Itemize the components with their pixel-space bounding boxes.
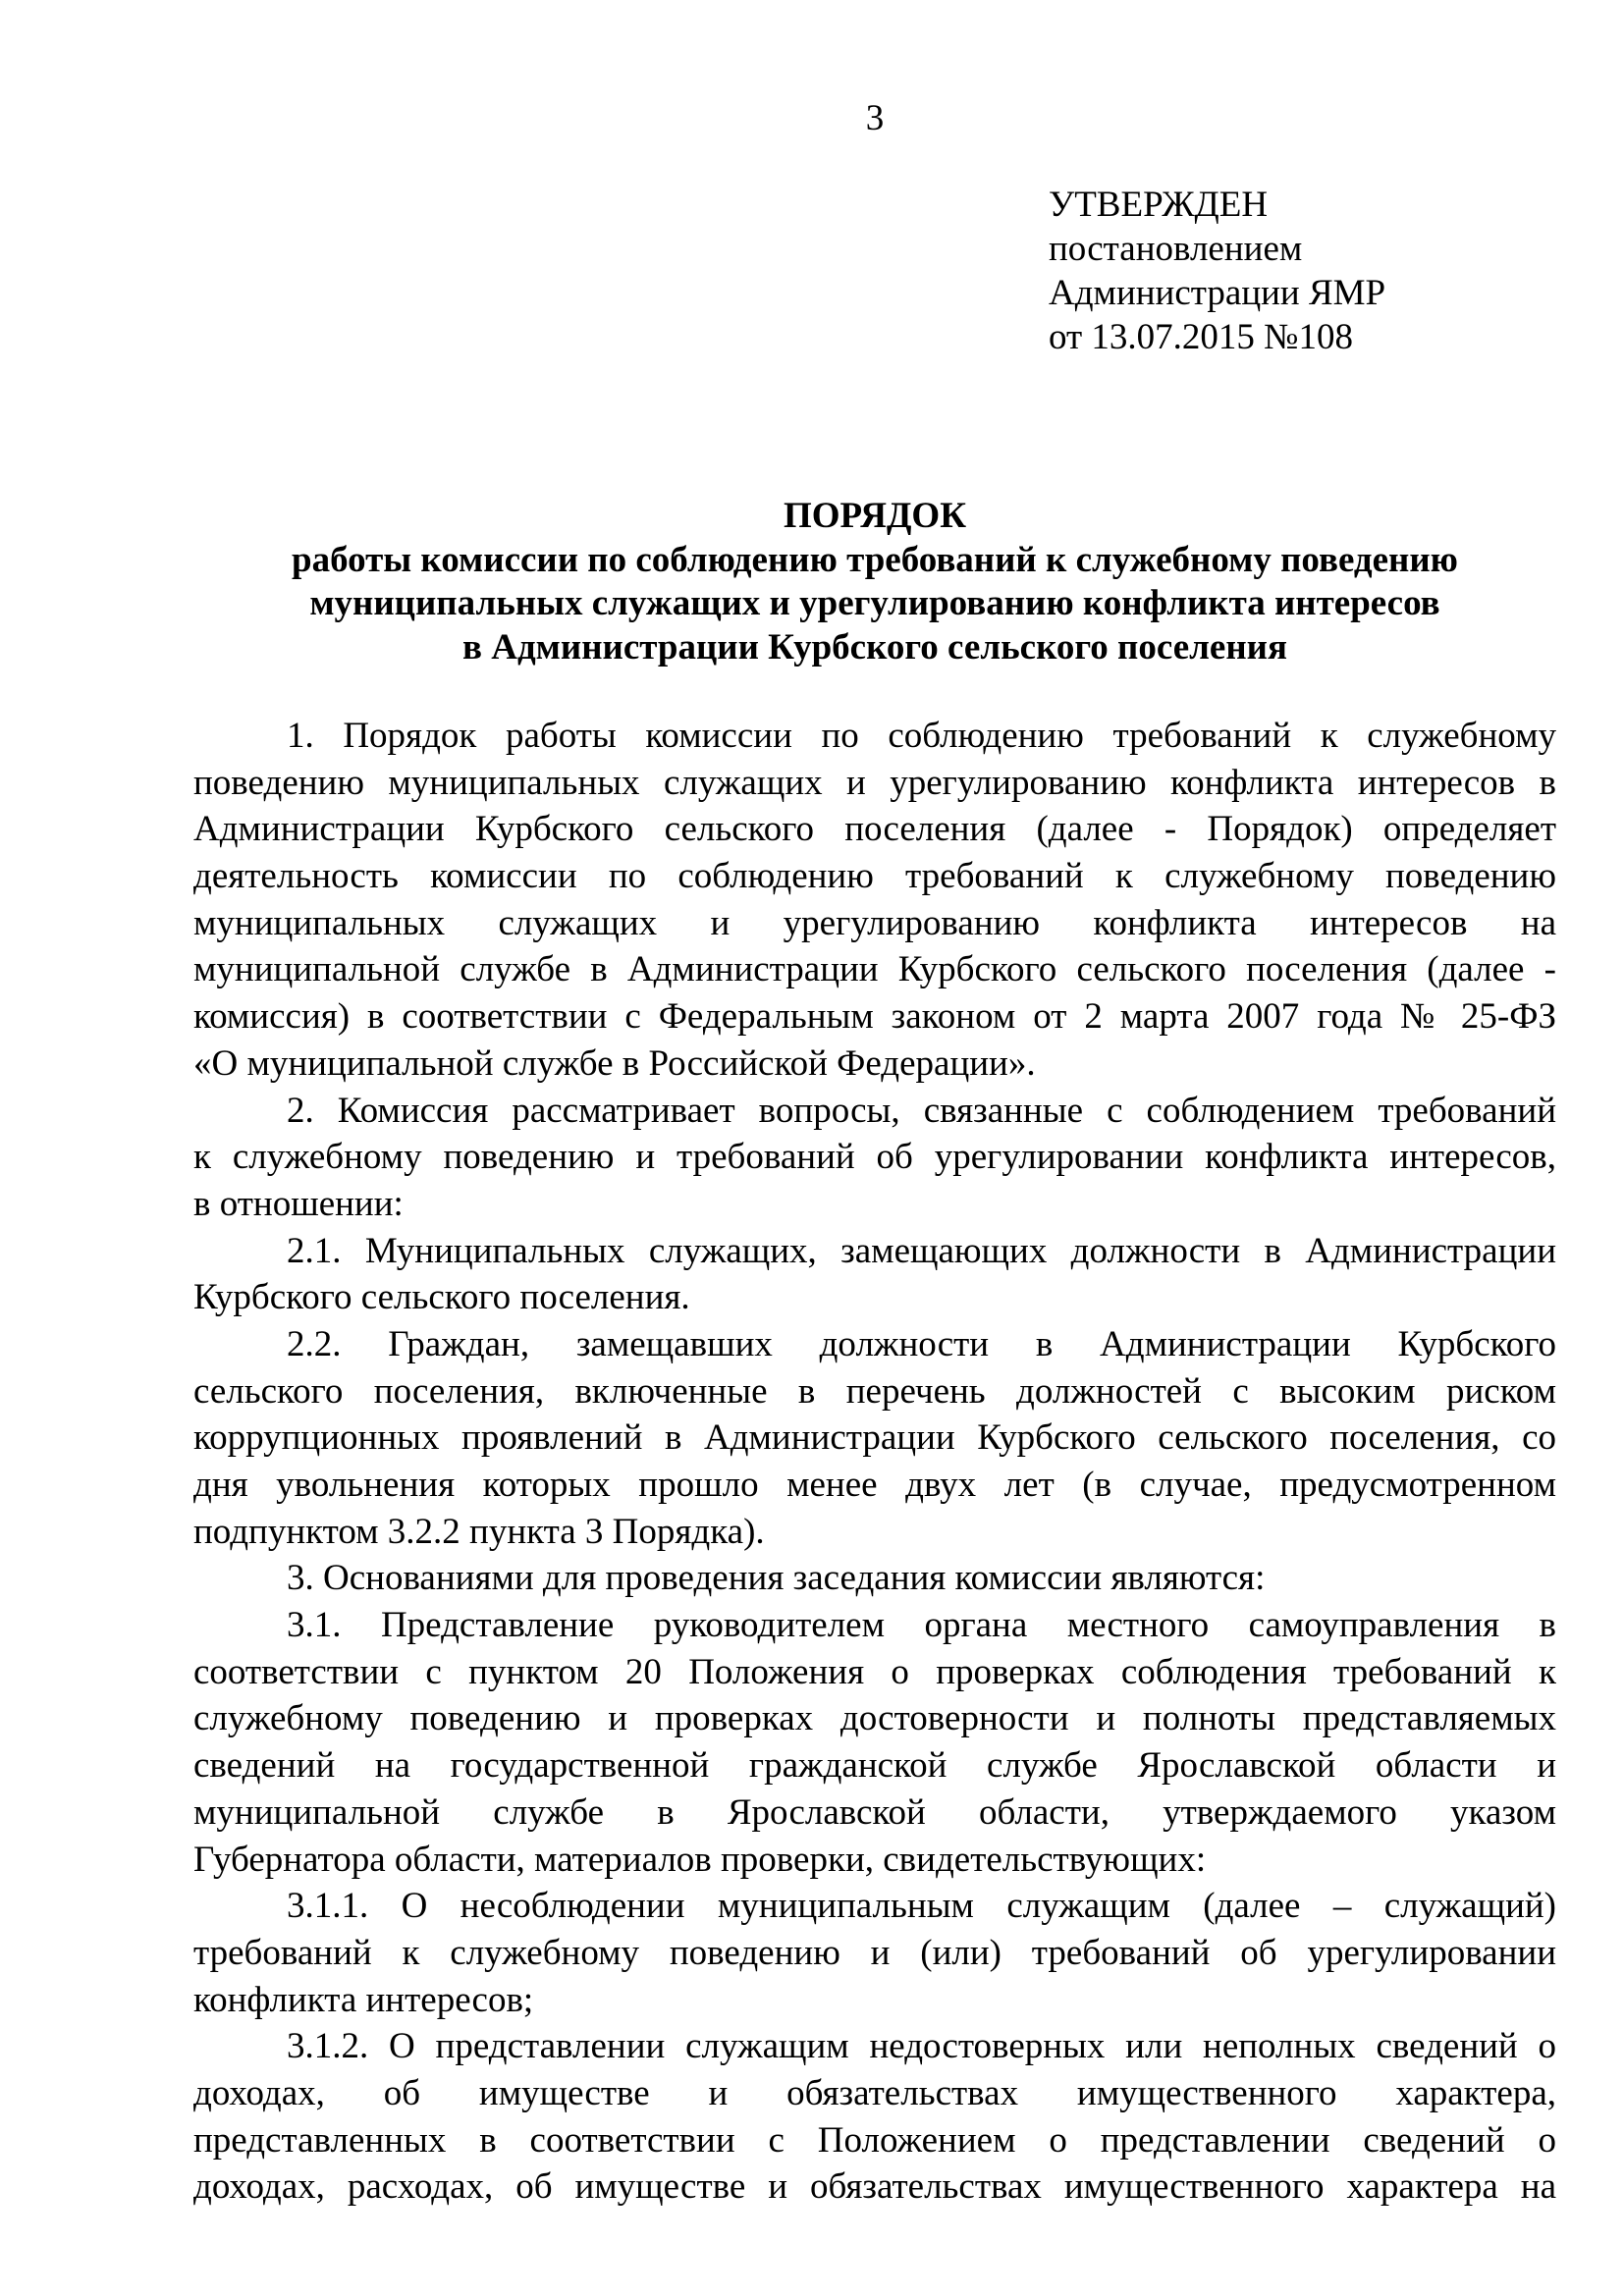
paragraph-line: муниципальных служащих и урегулированию конфликта интересов на <box>193 902 1556 943</box>
paragraph-line: подпунктом 3.2.2 пункта 3 Порядка). <box>193 1511 765 1552</box>
approval-line: от 13.07.2015 №108 <box>1049 317 1353 357</box>
paragraph-line: требований к служебному поведению и (или) требований об урегулировании <box>193 1932 1556 1973</box>
paragraph <box>193 1555 1556 1602</box>
paragraph-line: муниципальной службе в Администрации Курбского сельского поселения (далее - <box>193 949 1556 990</box>
paragraph <box>193 713 1556 1088</box>
paragraph-line: «О муниципальной службе в Российской Федерации». <box>193 1042 1036 1084</box>
paragraph-line: Администрации Курбского сельского поселения (далее - Порядок) определяет <box>193 809 1556 850</box>
paragraph-line: 1. Порядок работы комиссии по соблюдению требований к служебному <box>287 716 1556 756</box>
paragraph-line: в отношении: <box>193 1183 404 1224</box>
title-subtitle-line: муниципальных служащих и урегулированию конфликта интересов <box>309 583 1440 624</box>
paragraph-line: 2. Комиссия рассматривает вопросы, связанные с соблюдением требований <box>287 1090 1556 1131</box>
paragraph-line: муниципальной службе в Ярославской области, утверждаемого указом <box>193 1791 1556 1833</box>
paragraph <box>193 1321 1556 1555</box>
paragraph <box>193 1883 1556 2023</box>
paragraph-line: к служебному поведению и требований об урегулировании конфликта интересов, <box>193 1137 1556 1178</box>
paragraph-line: соответствии с пунктом 20 Положения о проверках соблюдения требований к <box>193 1651 1556 1692</box>
paragraph-line: 2.2. Граждан, замещавших должности в Администрации Курбского <box>287 1323 1556 1364</box>
approval-line: постановлением <box>1049 229 1303 269</box>
paragraph-line: Губернатора области, материалов проверки, свидетельствующих: <box>193 1839 1207 1880</box>
document-body <box>193 713 1556 2211</box>
paragraph-line: коррупционных проявлений в Администрации Курбского сельского поселения, со <box>193 1417 1556 1459</box>
paragraph-line: сведений на государственной гражданской службе Ярославской области и <box>193 1745 1556 1787</box>
paragraph-line: 3.1.2. О представлении служащим недостоверных или неполных сведений о <box>287 2026 1556 2067</box>
title-heading: ПОРЯДОК <box>783 496 967 536</box>
paragraph-line: 2.1. Муниципальных служащих, замещающих должности в Администрации <box>287 1230 1556 1271</box>
document-title <box>193 495 1556 670</box>
paragraph <box>193 1088 1556 1228</box>
paragraph <box>193 2023 1556 2211</box>
approval-stamp-block <box>1049 183 1385 359</box>
page-number: 3 <box>865 98 885 138</box>
title-subtitle-line: работы комиссии по соблюдению требований к служебному поведению <box>292 539 1458 580</box>
approval-line: Администрации ЯМР <box>1049 273 1386 313</box>
title-subtitle-line: в Администрации Курбского сельского поселения <box>462 627 1287 668</box>
paragraph-line: Курбского сельского поселения. <box>193 1277 690 1318</box>
paragraph-line: представленных в соответствии с Положением о представлении сведений о <box>193 2119 1556 2161</box>
paragraph-line: деятельность комиссии по соблюдению требований к служебному поведению <box>193 856 1556 897</box>
paragraph-line: доходах, расходах, об имуществе и обязательствах имущественного характера на <box>193 2166 1556 2208</box>
paragraph-line: 3.1. Представление руководителем органа местного самоуправления в <box>287 1605 1556 1646</box>
paragraph-line: дня увольнения которых прошло менее двух лет (в случае, предусмотренном <box>193 1465 1556 1505</box>
paragraph-line: комиссия) в соответствии с Федеральным законом от 2 марта 2007 года № 25-ФЗ <box>193 996 1556 1038</box>
paragraph-line: доходах, об имуществе и обязательствах имущественного характера, <box>193 2072 1556 2113</box>
paragraph <box>193 1602 1556 1883</box>
paragraph-line: сельского поселения, включенные в перечень должностей с высоким риском <box>193 1370 1556 1412</box>
approval-line: УТВЕРЖДЕН <box>1049 185 1269 225</box>
paragraph-line: поведению муниципальных служащих и урегулированию конфликта интересов в <box>193 762 1556 803</box>
paragraph-line: конфликта интересов; <box>193 1979 534 2020</box>
paragraph-line: 3. Основаниями для проведения заседания комиссии являются: <box>287 1558 1266 1599</box>
paragraph-line: 3.1.1. О несоблюдении муниципальным служащим (далее – служащий) <box>287 1886 1556 1927</box>
paragraph-line: служебному поведению и проверках достоверности и полноты представляемых <box>193 1698 1556 1739</box>
paragraph <box>193 1228 1556 1321</box>
